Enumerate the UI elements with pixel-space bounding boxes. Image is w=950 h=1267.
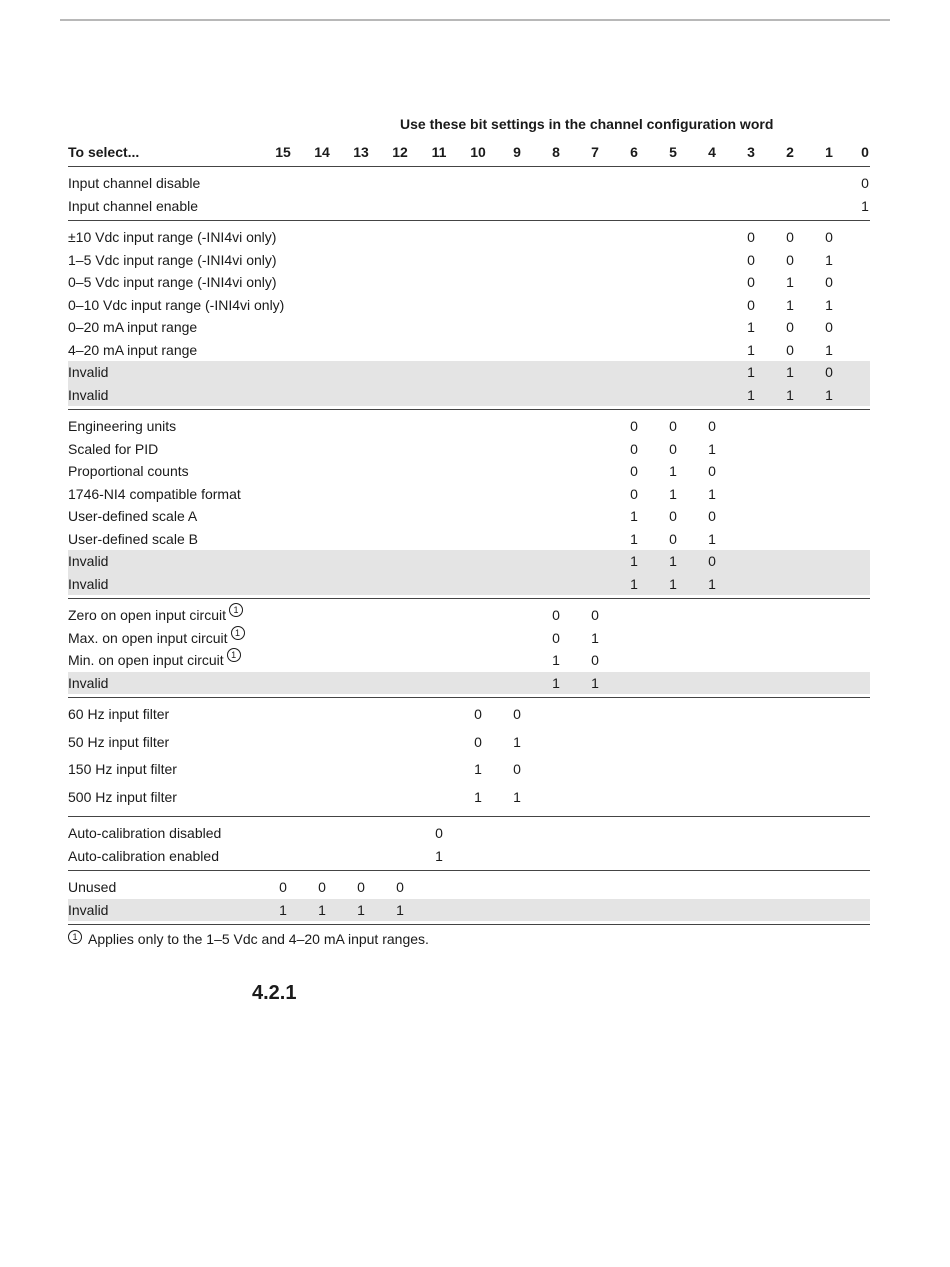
row-label	[68, 607, 243, 624]
row-label	[68, 387, 108, 403]
table-row	[68, 195, 870, 218]
row-label	[68, 252, 277, 268]
row-label	[68, 441, 158, 457]
table-row	[68, 550, 870, 573]
bit-value-9: 1	[513, 788, 521, 805]
row-label-text: Invalid	[68, 674, 109, 691]
row-label	[68, 825, 221, 841]
top-rule	[60, 19, 890, 21]
footnote	[68, 924, 870, 948]
footnote-mark: 1	[68, 930, 82, 944]
bit-value-4: 1	[708, 485, 716, 502]
table-row	[68, 339, 870, 362]
table-body	[68, 166, 870, 924]
row-label-text: 50 Hz input filter	[68, 733, 170, 750]
bit-value-15: 1	[279, 901, 287, 918]
bit-value-9: 1	[513, 733, 521, 750]
table-row	[68, 460, 870, 483]
row-group	[68, 166, 870, 220]
bit-value-8: 1	[552, 652, 560, 668]
table-row	[68, 731, 870, 759]
row-label	[68, 627, 245, 647]
bit-value-6: 0	[630, 440, 638, 457]
bit-header-14: 14	[314, 144, 330, 160]
row-label-text: Auto-calibration disabled	[68, 825, 222, 841]
row-label	[68, 761, 177, 777]
row-label-text: 1746-NI4 compatible format	[68, 485, 241, 502]
bit-header-15: 15	[275, 144, 291, 160]
table-row	[68, 483, 870, 506]
bit-value-3: 0	[747, 229, 755, 245]
bit-header-7: 7	[591, 144, 599, 160]
bit-value-1: 1	[825, 386, 833, 403]
row-label-text: 1–5 Vdc input range (-INI4vi only)	[68, 251, 277, 268]
row-label-text: Zero on open input circuit	[68, 607, 226, 623]
bit-header-12: 12	[392, 144, 408, 160]
table-row	[68, 604, 870, 627]
bit-value-8: 0	[552, 629, 560, 646]
row-group	[68, 697, 870, 816]
row-label	[68, 675, 108, 691]
table-row	[68, 438, 870, 461]
row-label	[68, 789, 177, 805]
table-row	[68, 316, 870, 339]
table-row	[68, 294, 870, 317]
bit-value-5: 1	[669, 463, 677, 479]
table-row	[68, 845, 870, 868]
bit-value-1: 1	[825, 296, 833, 313]
bit-value-2: 1	[786, 364, 794, 380]
row-label	[68, 879, 116, 895]
row-group	[68, 870, 870, 924]
row-group	[68, 598, 870, 697]
row-label-text: Invalid	[68, 901, 109, 918]
bit-value-1: 0	[825, 319, 833, 335]
row-label-text: 0–20 mA input range	[68, 319, 198, 335]
bit-value-2: 0	[786, 319, 794, 335]
row-label	[68, 734, 169, 750]
bit-value-6: 0	[630, 463, 638, 479]
bit-value-13: 0	[357, 879, 365, 895]
bit-value-10: 0	[474, 706, 482, 722]
row-label-text: Unused	[68, 879, 117, 895]
bit-value-5: 0	[669, 418, 677, 434]
table-row	[68, 649, 870, 672]
bit-value-4: 0	[708, 463, 716, 479]
bit-value-11: 0	[435, 825, 443, 841]
row-label-text: 500 Hz input filter	[68, 788, 177, 805]
bit-value-4: 0	[708, 508, 716, 524]
bit-value-6: 1	[630, 553, 638, 569]
row-label	[68, 319, 197, 335]
row-label	[68, 706, 169, 722]
bit-value-4: 1	[708, 530, 716, 547]
bit-header-10: 10	[470, 144, 486, 160]
bit-value-12: 0	[396, 879, 404, 895]
bit-value-0: 1	[861, 197, 869, 214]
row-label-text: Max. on open input circuit	[68, 629, 228, 646]
bit-value-3: 0	[747, 296, 755, 313]
row-label	[68, 175, 200, 191]
row-label	[68, 198, 198, 214]
row-label	[68, 848, 219, 864]
bit-value-1: 0	[825, 364, 833, 380]
row-group	[68, 220, 870, 409]
bit-value-7: 1	[591, 674, 599, 691]
row-label	[68, 364, 108, 380]
bit-value-1: 0	[825, 229, 833, 245]
bit-value-3: 0	[747, 251, 755, 268]
bit-value-2: 0	[786, 229, 794, 245]
row-label-text: Scaled for PID	[68, 440, 159, 457]
bit-header-11: 11	[431, 144, 447, 160]
row-group	[68, 409, 870, 598]
bit-header-13: 13	[353, 144, 369, 160]
bit-header-1: 1	[825, 144, 833, 160]
bit-value-10: 0	[474, 733, 482, 750]
table-row	[68, 226, 870, 249]
bit-value-8: 0	[552, 607, 560, 623]
table-row	[68, 505, 870, 528]
footnote-text: Applies only to the 1–5 Vdc and 4–20 mA input ranges.	[88, 931, 429, 947]
bit-value-5: 0	[669, 508, 677, 524]
bit-value-14: 1	[318, 901, 326, 918]
bit-value-11: 1	[435, 847, 443, 864]
table-row	[68, 876, 870, 899]
bit-value-10: 1	[474, 761, 482, 777]
row-label	[68, 531, 198, 547]
to-select-header: To select...	[68, 144, 140, 160]
row-label	[68, 229, 276, 245]
row-label-text: Engineering units	[68, 418, 177, 434]
bit-value-3: 1	[747, 341, 755, 358]
bit-value-2: 0	[786, 341, 794, 358]
table-row	[68, 249, 870, 272]
row-label	[68, 508, 197, 524]
bit-value-13: 1	[357, 901, 365, 918]
row-label-text: 0–5 Vdc input range (-INI4vi only)	[68, 274, 277, 290]
row-label	[68, 463, 189, 479]
bit-header-8: 8	[552, 144, 560, 160]
table-row	[68, 627, 870, 650]
bit-value-1: 0	[825, 274, 833, 290]
table-header-row	[68, 142, 870, 166]
bit-value-3: 1	[747, 319, 755, 335]
table-row	[68, 703, 870, 731]
table-row	[68, 172, 870, 195]
bit-value-2: 1	[786, 274, 794, 290]
footnote-ref-mark: 1	[231, 626, 245, 640]
bit-value-1: 1	[825, 341, 833, 358]
row-label-text: Min. on open input circuit	[68, 652, 224, 668]
bit-value-2: 1	[786, 296, 794, 313]
row-label	[68, 902, 108, 918]
bit-value-2: 0	[786, 251, 794, 268]
section-number: 4.2.1	[252, 982, 297, 1004]
row-label-text: Invalid	[68, 553, 109, 569]
row-group	[68, 816, 870, 870]
bit-value-7: 1	[591, 629, 599, 646]
row-label-text: Input channel disable	[68, 175, 201, 191]
row-label-text: Input channel enable	[68, 197, 198, 214]
bit-value-5: 1	[669, 485, 677, 502]
table-row	[68, 672, 870, 695]
row-label-text: Auto-calibration enabled	[68, 847, 219, 864]
bit-value-14: 0	[318, 879, 326, 895]
bit-value-5: 0	[669, 440, 677, 457]
row-label-text: 0–10 Vdc input range (-INI4vi only)	[68, 296, 285, 313]
row-label-text: ±10 Vdc input range (-INI4vi only)	[68, 229, 277, 245]
footnote-ref-mark: 1	[227, 648, 241, 662]
row-label	[68, 576, 108, 592]
table-row	[68, 786, 870, 814]
bit-value-6: 1	[630, 508, 638, 524]
bit-header-2: 2	[786, 144, 794, 160]
row-label	[68, 342, 197, 358]
bit-value-3: 1	[747, 386, 755, 403]
table-row	[68, 528, 870, 551]
bit-value-3: 1	[747, 364, 755, 380]
bit-value-5: 1	[669, 553, 677, 569]
row-label	[68, 418, 176, 434]
bit-value-9: 0	[513, 706, 521, 722]
bit-header-0: 0	[861, 144, 869, 160]
bit-value-3: 0	[747, 274, 755, 290]
row-label-text: User-defined scale A	[68, 508, 198, 524]
bit-value-4: 0	[708, 553, 716, 569]
bit-value-6: 0	[630, 418, 638, 434]
table-row	[68, 384, 870, 407]
table-row	[68, 573, 870, 596]
bit-value-4: 0	[708, 418, 716, 434]
bit-value-4: 1	[708, 575, 716, 592]
footnote-ref-mark: 1	[229, 603, 243, 617]
row-label-text: Proportional counts	[68, 463, 189, 479]
bit-value-9: 0	[513, 761, 521, 777]
bit-header-5: 5	[669, 144, 677, 160]
bit-value-6: 1	[630, 575, 638, 592]
table-row	[68, 899, 870, 922]
bit-header-9: 9	[513, 144, 521, 160]
row-label	[68, 652, 241, 669]
bit-value-7: 0	[591, 607, 599, 623]
row-label-text: 60 Hz input filter	[68, 706, 170, 722]
row-label-text: User-defined scale B	[68, 530, 198, 547]
table-row	[68, 415, 870, 438]
table-row	[68, 822, 870, 845]
bit-value-12: 1	[396, 901, 404, 918]
table-row	[68, 271, 870, 294]
bit-value-6: 0	[630, 485, 638, 502]
bit-value-2: 1	[786, 386, 794, 403]
row-label	[68, 553, 108, 569]
bit-header-6: 6	[630, 144, 638, 160]
table-row	[68, 361, 870, 384]
bit-value-8: 1	[552, 674, 560, 691]
bit-value-7: 0	[591, 652, 599, 668]
row-label-text: Invalid	[68, 386, 109, 403]
bit-header-4: 4	[708, 144, 716, 160]
row-label	[68, 486, 241, 502]
bit-value-5: 1	[669, 575, 677, 592]
table-row	[68, 758, 870, 786]
bit-value-6: 1	[630, 530, 638, 547]
row-label-text: 150 Hz input filter	[68, 761, 177, 777]
row-label	[68, 297, 284, 313]
bit-value-1: 1	[825, 251, 833, 268]
bit-header-3: 3	[747, 144, 755, 160]
bit-value-15: 0	[279, 879, 287, 895]
bit-value-5: 0	[669, 530, 677, 547]
bit-value-0: 0	[861, 175, 869, 191]
table-super-heading: Use these bit settings in the channel configuration word	[400, 116, 774, 132]
row-label	[68, 274, 277, 290]
bit-value-10: 1	[474, 788, 482, 805]
row-label-text: Invalid	[68, 364, 109, 380]
bit-value-4: 1	[708, 440, 716, 457]
row-label-text: 4–20 mA input range	[68, 341, 198, 358]
row-label-text: Invalid	[68, 575, 109, 592]
